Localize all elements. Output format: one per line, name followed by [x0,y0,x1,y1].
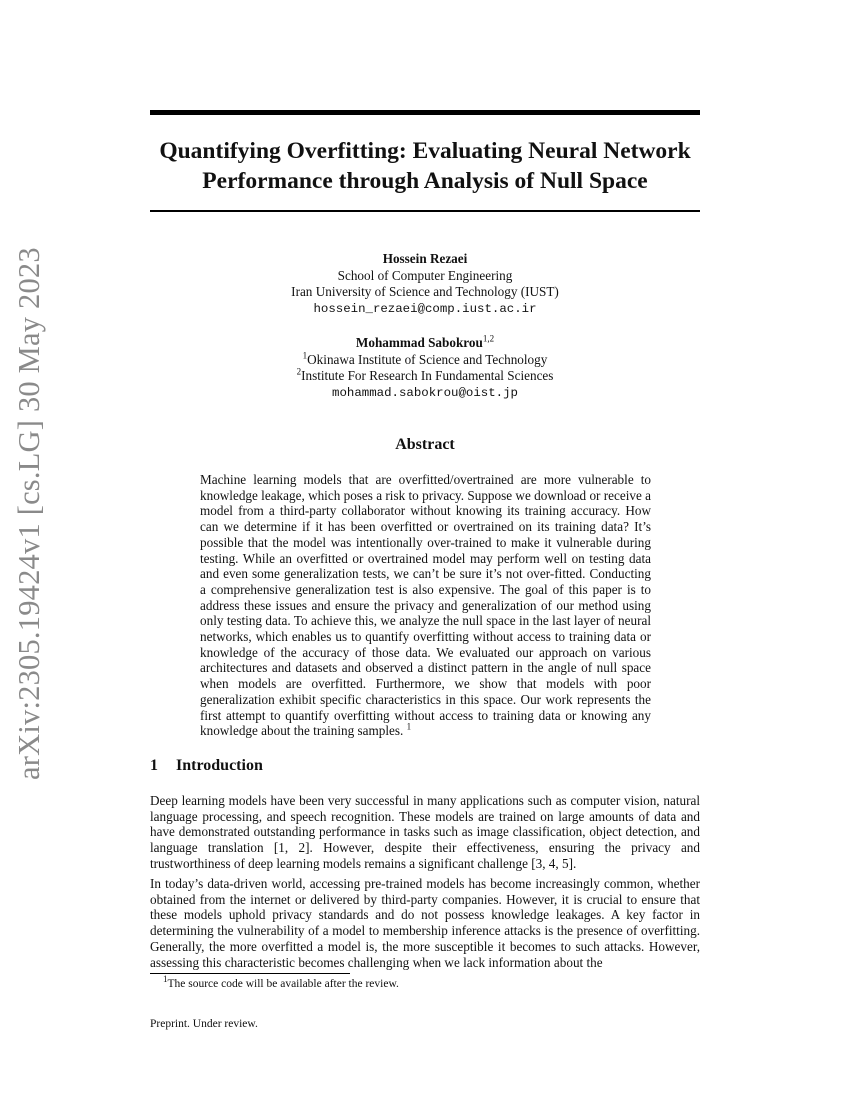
section-heading-introduction [150,757,263,775]
author-2-line [150,335,700,352]
title-bottom-rule [150,210,700,212]
affiliation-2-mark: 2 [296,366,302,377]
author-2-affiliation-1: Okinawa Institute of Science and Technology [307,351,548,367]
author-2-affiliation-1-line [150,352,700,369]
author-2-affiliation-marks: 1,2 [482,333,495,344]
affiliation-1-mark: 1 [302,350,308,361]
footnote-text: The source code will be available after the review. [167,978,399,990]
section-title: Introduction [176,757,263,774]
author-2-affiliation-2-line [150,368,700,385]
footnote-rule [150,973,350,974]
author-2-name: Mohammad Sabokrou [355,335,483,350]
intro-paragraph-1: Deep learning models have been very successful in many applications such as computer vision, natural language processing, and speech recognition. These models are trained on large amounts of data and have demonstrated outstanding performance in tasks such as image classification, object detection, and language translation [1, 2]. However, despite their effectiveness, ensuring the privacy and trustworthiness of deep learning models remains a significant challenge [3, 4, 5]. [150,793,700,871]
paper-title [150,136,700,196]
author-2-affiliation-2: Institute For Research In Fundamental Sciences [301,368,554,383]
intro-paragraph-2: In today’s data-driven world, accessing pre-trained models has become increasingly common, whether obtained from the internet or delivered by third-party companies. However, it is crucial to ensure that these models uphold privacy standards and do not possess knowledge leakages. A key factor in determining the vulnerability of a model to membership inference attacks is the presence of overfitting. Generally, the more overfitted a model is, the more susceptible it becomes to such attacks. However, assessing this characteristic becomes challenging when we lack information about the [150,876,700,970]
author-block [150,251,700,401]
section-number: 1 [150,757,158,774]
author-1-email: hossein_rezaei@comp.iust.ac.ir [313,301,537,316]
footnote [163,974,399,990]
title-line-1: Quantifying Overfitting: Evaluating Neural Network [159,138,691,164]
author-1-affiliation-2: Iran University of Science and Technology (IUST) [291,284,559,299]
abstract-footnote-mark: 1 [406,721,412,732]
author-1-affiliation-1: School of Computer Engineering [337,267,513,283]
abstract-heading: Abstract [395,436,455,453]
footnote-mark: 1 [163,974,168,985]
title-line-2: Performance through Analysis of Null Space [202,168,648,194]
abstract-text: Machine learning models that are overfitted/overtrained are more vulnerable to knowledge leakage, which poses a risk to privacy. Suppose we download or receive a model from a third-party collaborator without knowing its training accuracy. How can we determine if it has been overfitted or overtrained on its training data? It’s possible that the model was intentionally over-trained to make it vulnerable during testing. While an overfitted or overtrained model may perform well on testing data and even some generalization tests, we can’t be sure it’s not over-fitted. Conducting a comprehensive generalization test is also expensive. The goal of this paper is to address these issues and ensure the privacy and generalization of our method using only testing data. To achieve this, we analyze the null space in the last layer of neural networks, which enables us to quantify overfitting without access to training data or knowledge of the accuracy of those data. We evaluated our approach on various architectures and datasets and observed a distinct pattern in the angle of null space when models are overfitted. Furthermore, we show that models with poor generalization exhibit specific characteristics in this space. Our work represents the first attempt to quantify overfitting without access to training data or knowing any knowledge about the training samples. [200,472,651,739]
abstract-body [200,472,651,739]
preprint-note: Preprint. Under review. [150,1018,258,1030]
arxiv-identifier-stamp: arXiv:2305.19424v1 [cs.LG] 30 May 2023 [12,247,46,780]
author-2-email: mohammad.sabokrou@oist.jp [332,385,518,400]
title-top-rule [150,110,700,115]
author-1-name: Hossein Rezaei [382,251,468,266]
